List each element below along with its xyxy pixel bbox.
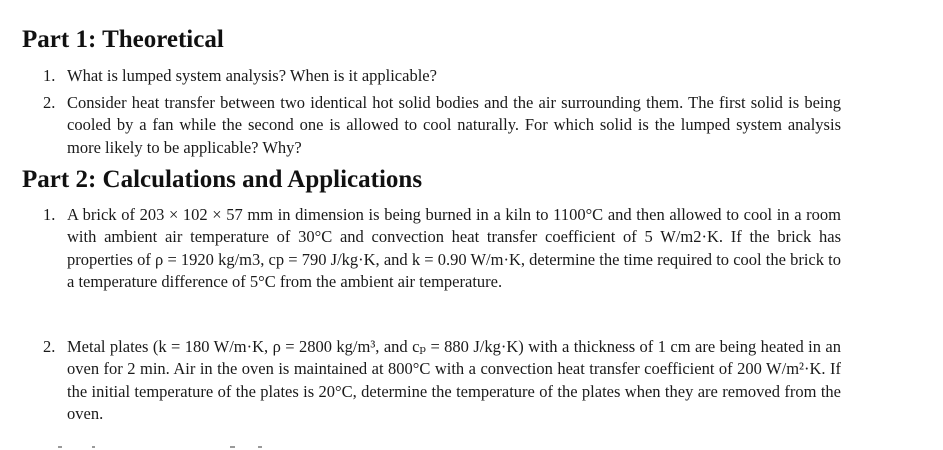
question-number: 1. xyxy=(43,66,56,85)
part2-heading: Part 2: Calculations and Applications xyxy=(22,166,423,193)
part1-heading: Part 1: Theoretical xyxy=(22,26,224,53)
question-text: What is lumped system analysis? When is it applicable? xyxy=(67,66,437,85)
question-number: 1. xyxy=(43,205,56,224)
question-text: Consider heat transfer between two identical hot solid bodies and the air surrounding them. The first solid is being cooled by a fan while the second one is allowed to cool naturally. For which solid is the lumped system analysis more likely to be applicable? Why? xyxy=(67,93,841,157)
question-number: 2. xyxy=(43,337,56,356)
question-text: A brick of 203 × 102 × 57 mm in dimension is being burned in a kiln to 1100°C and then allowed to cool in a room with ambient air temperature of 30°C and convection heat transfer coefficient of 5 W/m2·K. If the brick has properties of ρ = 1920 kg/m3, cp = 790 J/kg·K, and k = 0.90 W/m·K, determine the time required to cool the brick to a temperature difference of 5°C from the ambient air temperature. xyxy=(67,205,841,291)
cut-off-text-fragment xyxy=(0,446,943,450)
question-number: 2. xyxy=(43,93,56,112)
question-text: Metal plates (k = 180 W/m·K, ρ = 2800 kg/m³, and cₚ = 880 J/kg·K) with a thickness of 1 cm are being heated in an oven for 2 min. Air in the oven is maintained at 800°C with a convection heat transfer coefficient of 200 W/m²·K. If the initial temperature of the plates is 20°C, determine the temperature of the plates when they are removed from the oven. xyxy=(67,337,841,423)
